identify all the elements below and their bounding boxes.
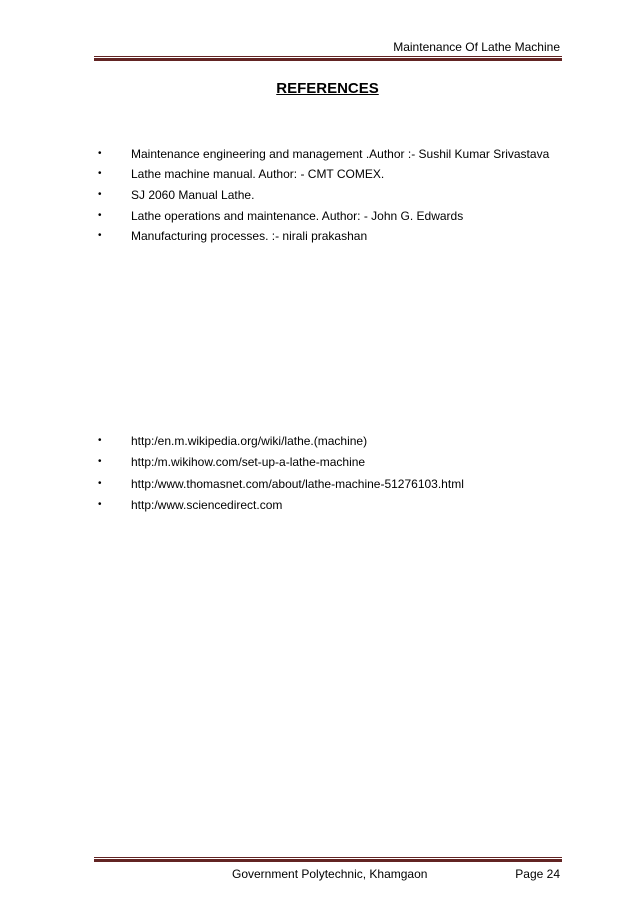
references-heading: REFERENCES	[276, 80, 379, 97]
header-divider	[94, 56, 562, 61]
page-number: Page 24	[515, 867, 560, 881]
reference-link: http:/www.thomasnet.com/about/lathe-machine-51276103.html	[131, 477, 464, 491]
bullet-icon: •	[98, 210, 102, 221]
reference-text: Lathe machine manual. Author: - CMT COMEX.	[131, 167, 385, 181]
reference-text: Maintenance engineering and management .Author :- Sushil Kumar Srivastava	[131, 147, 550, 161]
footer-divider	[94, 857, 562, 862]
reference-text: SJ 2060 Manual Lathe.	[131, 188, 255, 202]
reference-text: Manufacturing processes. :- nirali prakashan	[131, 229, 368, 243]
bullet-icon: •	[98, 168, 102, 179]
bullet-icon: •	[98, 478, 102, 489]
reference-link: http:/m.wikihow.com/set-up-a-lathe-machine	[131, 455, 366, 469]
footer-institution: Government Polytechnic, Khamgaon	[232, 867, 428, 881]
reference-link: http:/en.m.wikipedia.org/wiki/lathe.(machine)	[131, 434, 368, 448]
bullet-icon: •	[98, 148, 102, 159]
bullet-icon: •	[98, 499, 102, 510]
running-header-title: Maintenance Of Lathe Machine	[393, 40, 560, 54]
reference-text: Lathe operations and maintenance. Author: - John G. Edwards	[131, 209, 464, 223]
reference-link: http:/www.sciencedirect.com	[131, 498, 283, 512]
bullet-icon: •	[98, 230, 102, 241]
bullet-icon: •	[98, 435, 102, 446]
bullet-icon: •	[98, 189, 102, 200]
bullet-icon: •	[98, 456, 102, 467]
